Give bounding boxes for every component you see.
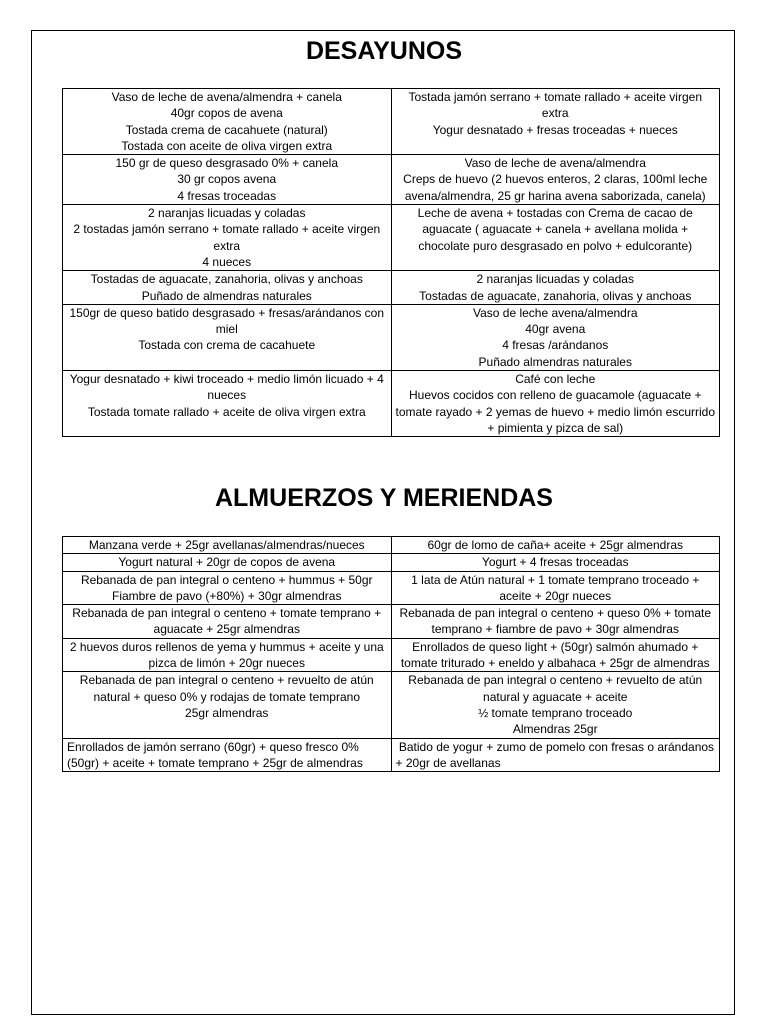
cell-line: Rebanada de pan integral o centeno + hummus + 50gr Fiambre de pavo (+80%) + 30gr almendras — [80, 572, 376, 603]
table-cell — [63, 672, 392, 738]
cell-line: Rebanada de pan integral o centeno + revuelto de atún natural y aguacate + aceite — [408, 673, 706, 704]
table-row — [63, 605, 720, 639]
table-cell — [63, 605, 392, 639]
table-row — [63, 155, 720, 205]
table-cell — [63, 554, 392, 571]
cell-line: 40gr avena — [525, 322, 586, 337]
cell-line: 150 gr de queso desgrasado 0% + canela — [115, 156, 338, 171]
cell-line: Yogurt + 4 fresas troceadas — [481, 555, 629, 570]
table-cell — [391, 571, 720, 605]
cell-line: Manzana verde + 25gr avellanas/almendras/nueces — [88, 538, 365, 552]
table-row — [63, 205, 720, 271]
cell-line: Puñado de almendras naturales — [141, 288, 312, 303]
table-row — [63, 571, 720, 605]
table-cell — [391, 205, 720, 271]
cell-line: Vaso de leche de avena/almendra + canela — [111, 90, 342, 104]
table-cell — [63, 271, 392, 305]
table-cell — [391, 155, 720, 205]
table-cell — [63, 371, 392, 437]
cell-line: 150gr de queso batido desgrasado + fresas/arándanos con miel — [69, 305, 388, 337]
cell-line: Vaso de leche de avena/almendra — [464, 156, 646, 171]
cell-line: 2 tostadas jamón serrano + tomate rallado + aceite virgen extra — [73, 222, 384, 253]
table-row — [63, 672, 720, 738]
table-row — [63, 537, 720, 554]
cell-line: 60gr de lomo de caña+ aceite + 25gr almendras — [427, 538, 683, 552]
cell-line: Yogurt natural + 20gr de copos de avena — [118, 555, 336, 570]
cell-line: Rebanada de pan integral o centeno + queso 0% + tomate temprano + fiambre de pavo + 30gr almendras — [399, 606, 715, 637]
cell-line: Yogur desnatado + fresas troceadas + nueces — [432, 122, 678, 137]
table-cell — [391, 271, 720, 305]
table-cell — [63, 537, 392, 554]
cell-line: Tostada con aceite de oliva virgen extra — [121, 138, 333, 153]
table-cell — [391, 638, 720, 672]
table-cell — [391, 672, 720, 738]
cell-line: Tostada crema de cacahuete (natural) — [125, 122, 328, 137]
table-cell — [63, 304, 392, 370]
cell-line: 2 naranjas licuadas y coladas — [476, 272, 634, 287]
table-row — [63, 638, 720, 672]
cell-line: Tostada tomate rallado + aceite de oliva virgen extra — [87, 404, 366, 419]
cell-line: Café con leche — [515, 372, 596, 387]
cell-line: Tostada jamón serrano + tomate rallado + aceite virgen extra — [408, 90, 706, 121]
cell-line: Tostadas de aguacate, zanahoria, olivas y anchoas — [90, 272, 363, 287]
table-cell — [63, 89, 392, 155]
cell-line: Creps de huevo (2 huevos enteros, 2 claras, 100ml leche avena/almendra, 25 gr harina avena saborizada, canela) — [403, 172, 711, 203]
cell-line: 2 naranjas licuadas y coladas — [148, 206, 306, 221]
cell-line: Enrollados de jamón serrano (60gr) + queso fresco 0% (50gr) + aceite + tomate temprano + 25gr de almendras — [67, 739, 363, 770]
table-cell — [391, 738, 720, 772]
table-cell — [391, 304, 720, 370]
table-cell — [391, 554, 720, 571]
cell-line: Batido de yogur + zumo de pomelo con fresas o arándanos + 20gr de avellanas — [395, 739, 718, 770]
table-cell — [63, 205, 392, 271]
table-row — [63, 738, 720, 772]
cell-line: Huevos cocidos con relleno de guacamole (aguacate + tomate rayado + 2 yemas de huevo + medio limón escurrido + pimienta y pizca de sal) — [395, 388, 719, 435]
cell-line: Almendras 25gr — [512, 722, 598, 737]
cell-line: Puñado almendras naturales — [478, 354, 632, 369]
table-cell — [391, 537, 720, 554]
table-cell — [63, 738, 392, 772]
cell-line: 4 fresas /arándanos — [502, 338, 609, 353]
table-row — [63, 304, 720, 370]
table-cell — [63, 638, 392, 672]
table-cell — [391, 89, 720, 155]
cell-line: 4 nueces — [202, 254, 252, 269]
table-cell — [63, 155, 392, 205]
table-row — [63, 271, 720, 305]
cell-line: 1 lata de Atún natural + 1 tomate temprano troceado + aceite + 20gr nueces — [411, 572, 703, 603]
table-cell — [391, 605, 720, 639]
cell-line: Tostadas de aguacate, zanahoria, olivas y anchoas — [419, 288, 692, 303]
table-row — [63, 371, 720, 437]
cell-line: 30 gr copos avena — [177, 172, 277, 187]
cell-line: Yogur desnatado + kiwi troceado + medio limón licuado + 4 nueces — [69, 372, 388, 403]
cell-line: Tostada con crema de cacahuete — [138, 338, 316, 353]
section-title-desayunos: DESAYUNOS — [305, 37, 463, 65]
cell-line: Leche de avena + tostadas con Crema de cacao de aguacate ( aguacate + canela + avellana molida + chocolate puro desgrasado en polvo + edulcorante) — [417, 206, 697, 253]
cell-line: 2 huevos duros rellenos de yema y hummus + aceite y una pizca de limón + 20gr nueces — [69, 639, 388, 671]
cell-line: 25gr almendras — [185, 705, 269, 720]
cell-line: Vaso de leche avena/almendra — [472, 305, 638, 320]
table-row — [63, 554, 720, 571]
cell-line: ½ tomate temprano troceado — [478, 705, 633, 720]
desayunos-table — [62, 88, 720, 437]
cell-line: Enrollados de queso light + (50gr) salmón ahumado + tomate triturado + eneldo y albahaca + 25gr de almendras — [400, 639, 710, 671]
section-title-almuerzos: ALMUERZOS Y MERIENDAS — [214, 484, 553, 512]
cell-line: 40gr copos de avena — [170, 106, 283, 121]
cell-line: Rebanada de pan integral o centeno + tomate temprano + aguacate + 25gr almendras — [72, 606, 385, 637]
table-row — [63, 89, 720, 155]
table-cell — [63, 571, 392, 605]
almuerzos-table — [62, 536, 720, 772]
cell-line: 4 fresas troceadas — [177, 188, 277, 203]
cell-line: Rebanada de pan integral o centeno + revuelto de atún natural + queso 0% y rodajas de tomate temprano — [79, 673, 378, 704]
table-cell — [391, 371, 720, 437]
